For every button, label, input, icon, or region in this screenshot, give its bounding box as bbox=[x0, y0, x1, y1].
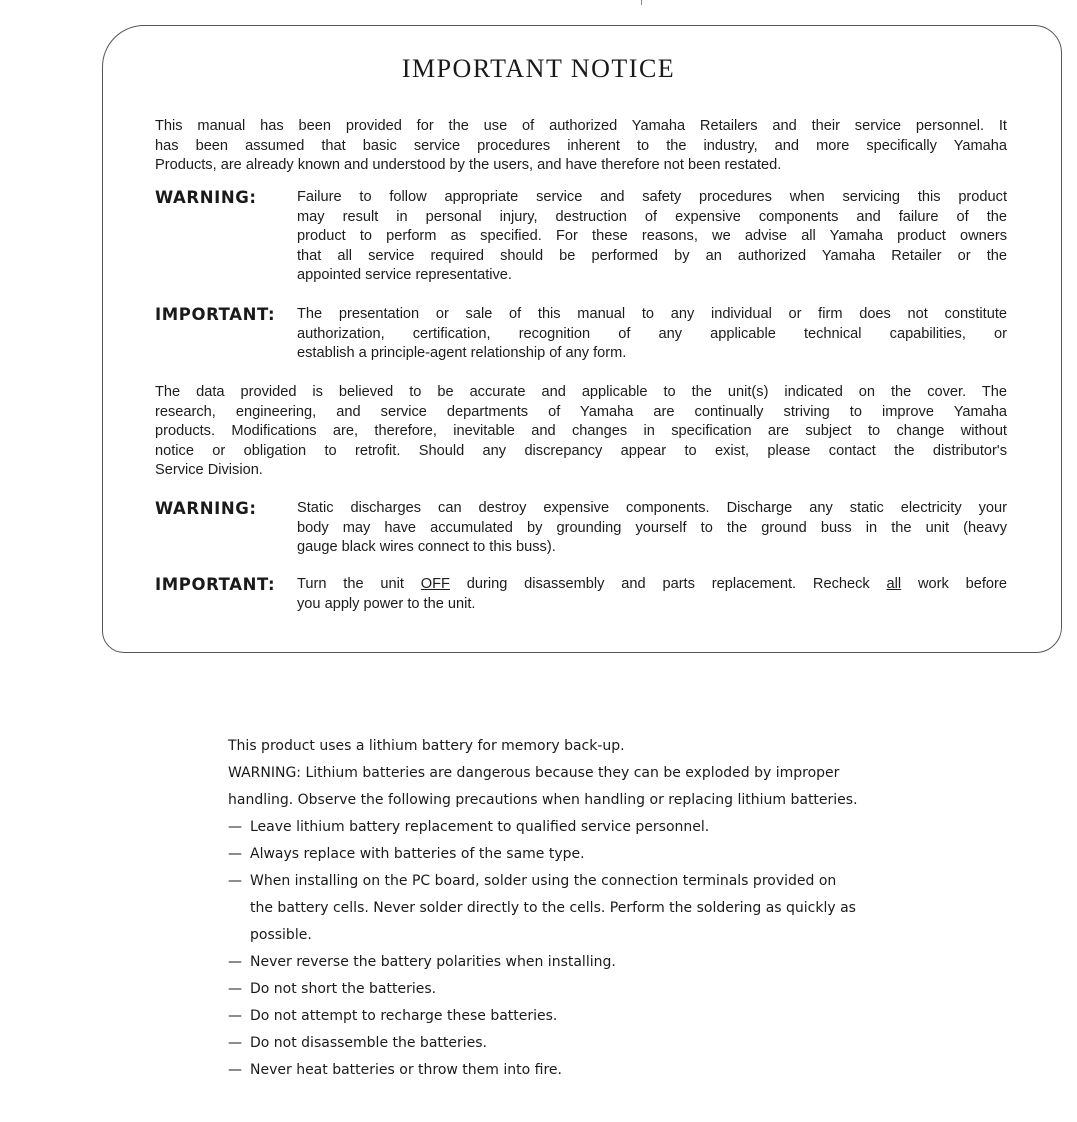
warning-label: WARNING: bbox=[155, 499, 257, 518]
data-line: Service Division. bbox=[155, 462, 263, 478]
data-line: notice or obligation to retrofit. Should any discrepancy appear to exist, please contact the distributor's bbox=[155, 442, 1007, 459]
dash-bullet: — bbox=[228, 873, 242, 889]
warning-line: gauge black wires connect to this buss). bbox=[297, 539, 556, 555]
data-paragraph bbox=[155, 383, 1007, 481]
list-item-text: Do not attempt to recharge these batteries. bbox=[250, 1008, 558, 1024]
warning-label: WARNING: bbox=[155, 188, 257, 207]
warning-line: appointed service representative. bbox=[297, 267, 512, 283]
dash-bullet: — bbox=[228, 1062, 242, 1078]
list-item-text: Leave lithium battery replacement to qualified service personnel. bbox=[250, 819, 710, 835]
list-item-text: Always replace with batteries of the same type. bbox=[250, 846, 585, 862]
battery-intro: This product uses a lithium battery for memory back-up. bbox=[228, 738, 625, 754]
list-item-text: Never reverse the battery polarities when installing. bbox=[250, 954, 616, 970]
battery-warning-line: handling. Observe the following precautions when handling or replacing lithium batteries. bbox=[228, 792, 858, 808]
static-warning-text bbox=[297, 499, 1007, 558]
dash-bullet: — bbox=[228, 1035, 242, 1051]
list-item-text: Do not short the batteries. bbox=[250, 981, 437, 997]
list-item-text: the battery cells. Never solder directly to the cells. Perform the soldering as quickly as bbox=[250, 900, 856, 916]
text-run: Turn the unit bbox=[297, 576, 421, 592]
important-line bbox=[297, 575, 1007, 595]
data-line: products. Modifications are, therefore, inevitable and changes in specification are subject to change without bbox=[155, 423, 1007, 439]
intro-line: This manual has been provided for the use of authorized Yamaha Retailers and their service personnel. It bbox=[155, 118, 1007, 134]
intro-line: Products, are already known and understood by the users, and have therefore not been restated. bbox=[155, 157, 782, 173]
power-off-text bbox=[297, 575, 1007, 614]
intro-paragraph bbox=[155, 117, 1007, 176]
warning-text bbox=[297, 188, 1007, 286]
list-item-text: Never heat batteries or throw them into fire. bbox=[250, 1062, 562, 1078]
list-item-text: Do not disassemble the batteries. bbox=[250, 1035, 487, 1051]
notice-title: IMPORTANT NOTICE bbox=[401, 54, 676, 83]
important-line: The presentation or sale of this manual to any individual or firm does not constitute bbox=[297, 306, 1007, 322]
warning-line: that all service required should be performed by an authorized Yamaha Retailer or the bbox=[297, 247, 1007, 264]
list-item-text: possible. bbox=[250, 927, 312, 943]
dash-bullet: — bbox=[228, 1008, 242, 1024]
important-label: IMPORTANT: bbox=[155, 575, 276, 594]
data-line: research, engineering, and service departments of Yamaha are continually striving to improve Yamaha bbox=[155, 403, 1007, 420]
data-line: The data provided is believed to be accurate and applicable to the unit(s) indicated on the cover. The bbox=[155, 384, 1007, 400]
dash-bullet: — bbox=[228, 954, 242, 970]
warning-line: Static discharges can destroy expensive components. Discharge any static electricity your bbox=[297, 500, 1007, 516]
important-line: you apply power to the unit. bbox=[297, 595, 476, 612]
important-line: establish a principle-agent relationship of any form. bbox=[297, 345, 627, 361]
dash-bullet: — bbox=[228, 819, 242, 835]
warning-line: may result in personal injury, destruction of expensive components and failure of the bbox=[297, 208, 1007, 225]
text-run: work before bbox=[901, 576, 1007, 592]
important-text bbox=[297, 305, 1007, 364]
list-item-text: When installing on the PC board, solder using the connection terminals provided on bbox=[250, 873, 837, 889]
dash-bullet: — bbox=[228, 981, 242, 997]
warning-line: product to perform as specified. For these reasons, we advise all Yamaha product owners bbox=[297, 228, 1007, 244]
underlined-off: OFF bbox=[420, 576, 450, 592]
underlined-all: all bbox=[886, 576, 902, 592]
battery-warning-line: WARNING: Lithium batteries are dangerous because they can be exploded by improper bbox=[228, 765, 840, 781]
scan-mark bbox=[641, 0, 642, 5]
warning-line: body may have accumulated by grounding yourself to the ground buss in the unit (heavy bbox=[297, 519, 1007, 536]
dash-bullet: — bbox=[228, 846, 242, 862]
important-label: IMPORTANT: bbox=[155, 305, 276, 324]
important-line: authorization, certification, recognition of any applicable technical capabilities, or bbox=[297, 325, 1007, 342]
intro-line: has been assumed that basic service procedures inherent to the industry, and more specifically Yamaha bbox=[155, 137, 1007, 154]
text-run: during disassembly and parts replacement. Recheck bbox=[449, 576, 887, 592]
warning-line: Failure to follow appropriate service and safety procedures when servicing this product bbox=[297, 189, 1007, 205]
